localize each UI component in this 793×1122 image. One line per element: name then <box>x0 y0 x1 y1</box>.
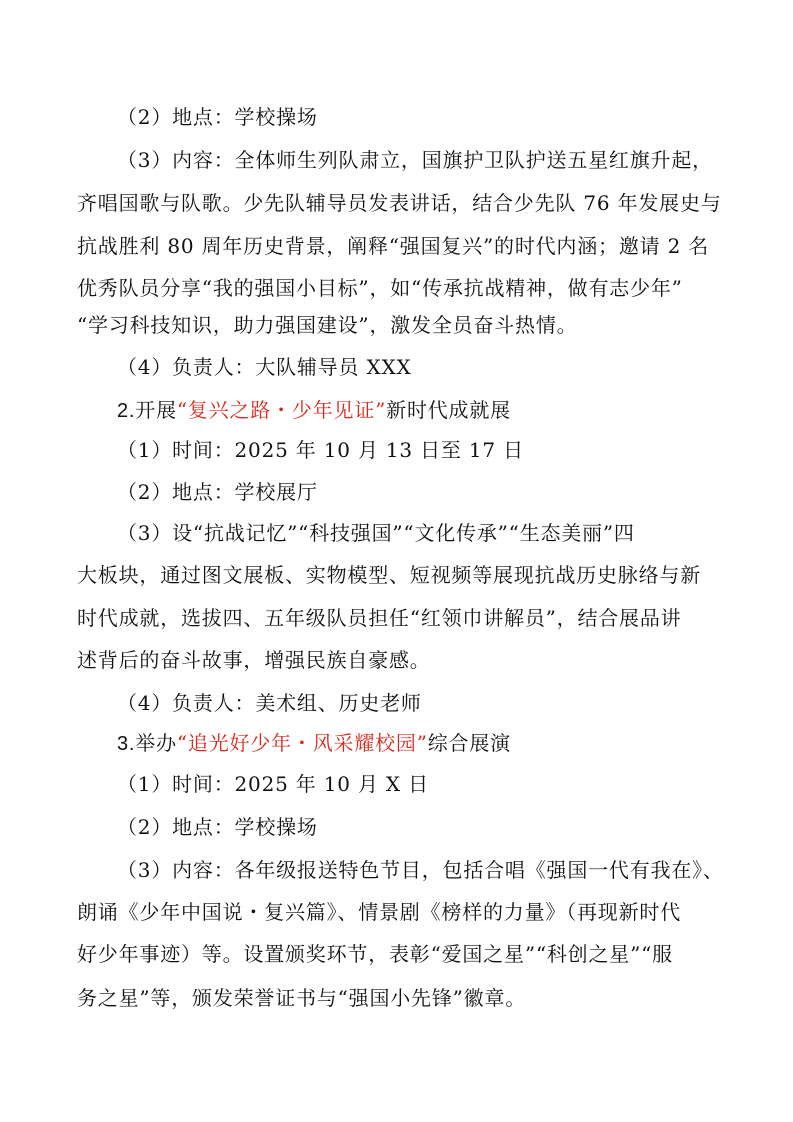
text-line: 齐唱国歌与队歌。少先队辅导员发表讲话，结合少先队 76 年发展史与 <box>77 191 722 215</box>
text-line: 务之星”等，颁发荣誉证书与“强国小先锋”徽章。 <box>77 986 527 1010</box>
text-line: 好少年事迹）等。设置颁奖环节，表彰“爱国之星”“科创之星”“服 <box>77 942 673 966</box>
section-number: 2. <box>117 400 136 422</box>
text-line: 述背后的奋斗故事，增强民族自豪感。 <box>77 648 431 672</box>
text-line: 抗战胜利 80 周年历史背景，阐释“强国复兴”的时代内涵；邀请 2 名 <box>77 234 710 258</box>
text-line: （4）负责人：美术组、历史老师 <box>117 691 422 715</box>
section-number: 3. <box>117 733 136 755</box>
heading-prefix: 举办 <box>135 731 177 755</box>
section-heading <box>0 729 793 758</box>
heading-suffix: 新时代成就展 <box>386 398 511 422</box>
text-line: （2）地点：学校展厅 <box>117 480 318 504</box>
text-line: （2）地点：学校操场 <box>117 105 318 129</box>
text-line: 时代成就，选拔四、五年级队员担任“红领巾讲解员”，结合展品讲 <box>77 606 682 630</box>
text-line: “学习科技知识，助力强国建设”，激发全员奋斗热情。 <box>77 313 578 337</box>
text-line: 朗诵《少年中国说・复兴篇》、情景剧《榜样的力量》（再现新时代 <box>77 900 681 924</box>
heading-highlight: “复兴之路・少年见证” <box>176 398 387 422</box>
text-line: （3）设“抗战记忆”“科技强国”“文化传承”“生态美丽”四 <box>117 521 635 545</box>
heading-highlight: “追光好少年・风采耀校园” <box>176 731 428 755</box>
text-line: （3）内容：全体师生列队肃立，国旗护卫队护送五星红旗升起， <box>117 148 713 172</box>
heading-suffix: 综合展演 <box>427 731 511 755</box>
text-line: 大板块，通过图文展板、实物模型、短视频等展现抗战历史脉络与新 <box>77 563 701 587</box>
text-line: （1）时间：2025 年 10 月 X 日 <box>117 772 429 796</box>
text-line: （4）负责人：大队辅导员 XXX <box>117 355 412 379</box>
heading-prefix: 开展 <box>135 398 177 422</box>
section-heading <box>0 396 793 425</box>
text-line: （1）时间：2025 年 10 月 13 日至 17 日 <box>117 438 524 462</box>
text-line: 优秀队员分享“我的强国小目标”，如“传承抗战精神，做有志少年” <box>77 276 683 300</box>
text-line: （3）内容：各年级报送特色节目，包括合唱《强国一代有我在》、 <box>117 858 724 882</box>
text-line: （2）地点：学校操场 <box>117 815 318 839</box>
